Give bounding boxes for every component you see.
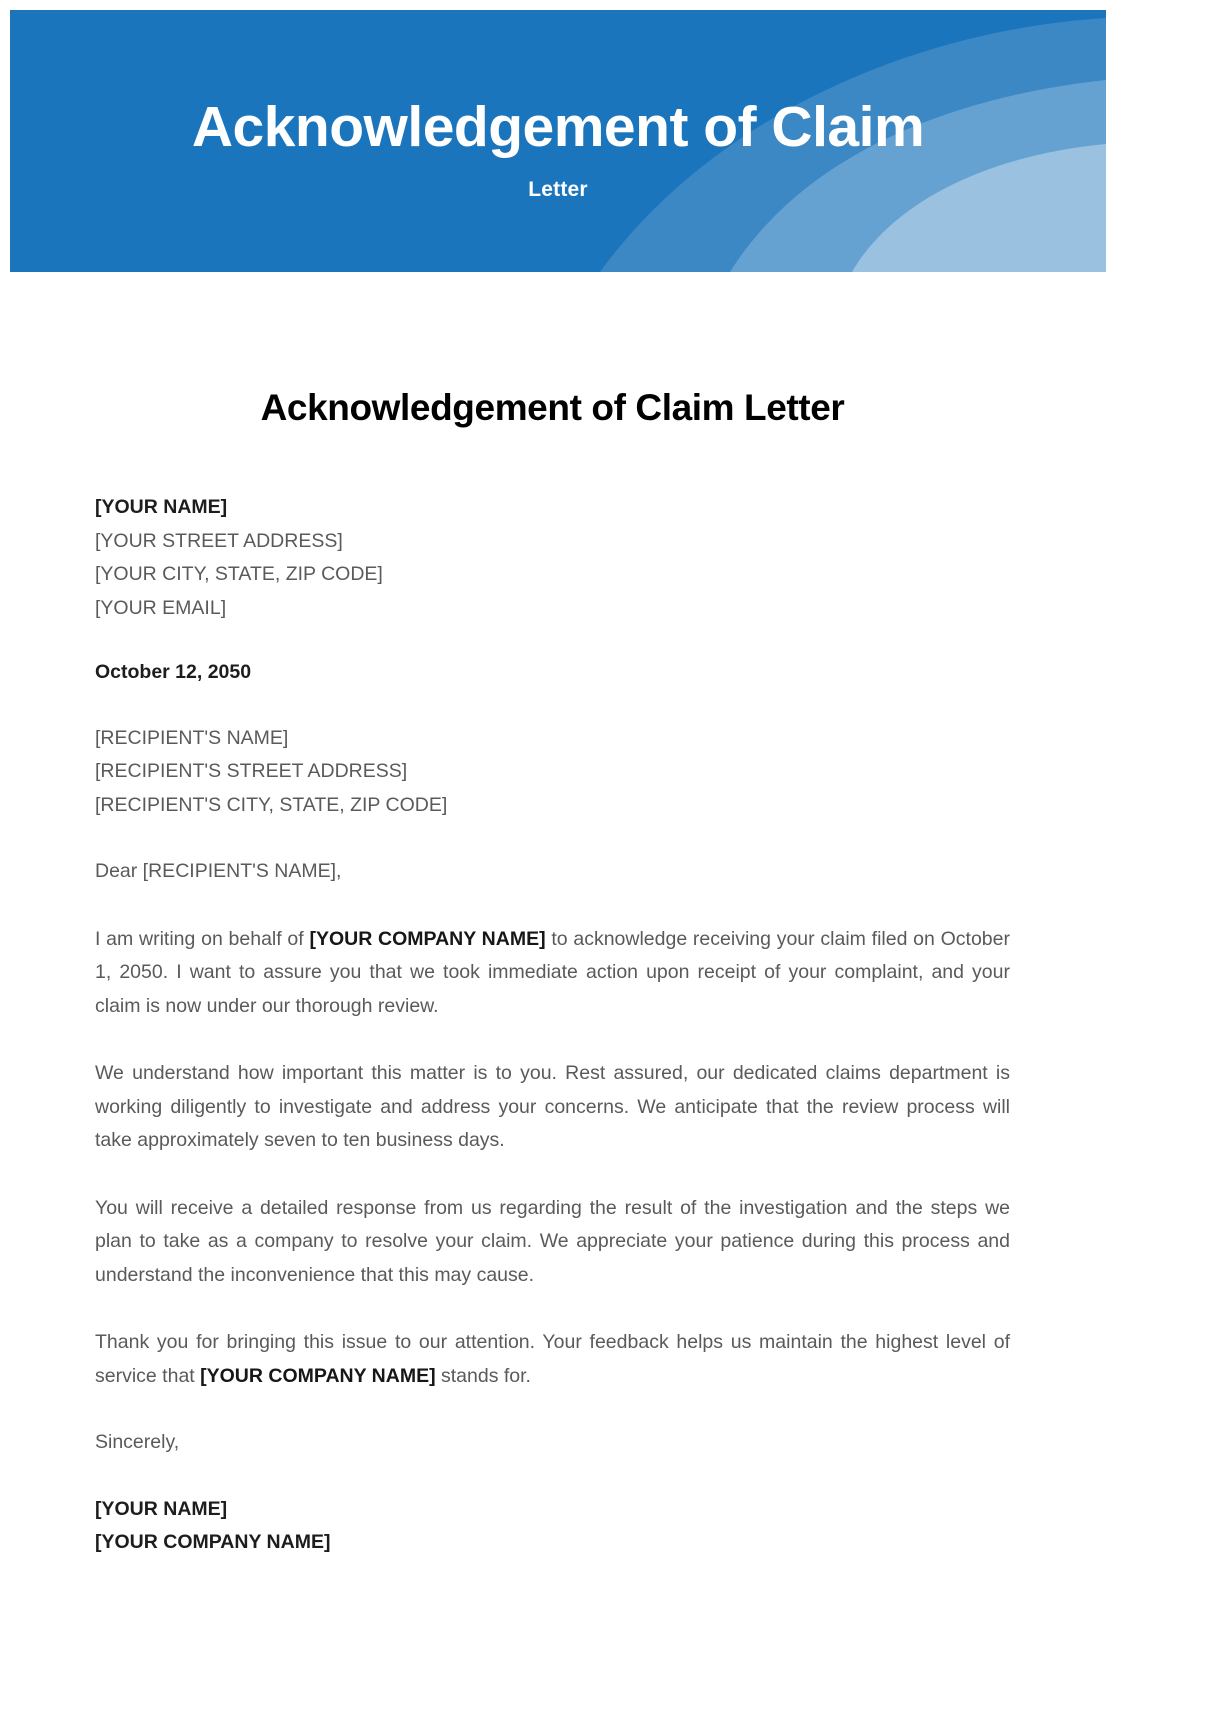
sender-street: [YOUR STREET ADDRESS] [95, 529, 343, 552]
date-block [95, 656, 1010, 690]
header-banner [10, 10, 1106, 272]
paragraph-4-text-before-company: Thank you for bringing this issue to our attention. Your feedback helps us maintain the highest level of service that [95, 1331, 1010, 1387]
body-paragraph-4 [95, 1326, 1010, 1393]
closing-block [95, 1426, 1010, 1460]
banner-title: Acknowledgement of Claim [191, 95, 925, 159]
body-paragraph-1 [95, 923, 1010, 1024]
letter-body [95, 300, 1010, 1560]
paragraph-1-text-before-company: I am writing on behalf of [95, 927, 310, 950]
recipient-name: [RECIPIENT'S NAME] [95, 726, 289, 749]
sender-email: [YOUR EMAIL] [95, 596, 227, 619]
closing-salutation: Sincerely, [95, 1431, 180, 1454]
body-paragraph-2: We understand how important this matter is to you. Rest assured, our dedicated claims department is working diligently to investigate and address your concerns. We anticipate that the review process will take approximately seven to ten business days. [95, 1062, 1010, 1152]
paragraph-4-company-placeholder: [YOUR COMPANY NAME] [200, 1364, 436, 1387]
salutation: Dear [RECIPIENT'S NAME], [95, 860, 342, 883]
document-title: Acknowledgement of Claim Letter [260, 387, 845, 428]
sender-name: [YOUR NAME] [95, 496, 228, 519]
signature-company: [YOUR COMPANY NAME] [95, 1531, 331, 1554]
sender-address-block [95, 491, 1010, 625]
salutation-block [95, 855, 1010, 889]
signature-name: [YOUR NAME] [95, 1497, 228, 1520]
recipient-city-state-zip: [RECIPIENT'S CITY, STATE, ZIP CODE] [95, 793, 448, 816]
signature-block [95, 1493, 1010, 1560]
paragraph-1-company-placeholder: [YOUR COMPANY NAME] [309, 927, 546, 950]
recipient-address-block [95, 722, 1010, 823]
letter-date: October 12, 2050 [95, 661, 252, 684]
paragraph-4-text-after-company: stands for. [435, 1364, 531, 1387]
banner-subtitle: Letter [528, 178, 588, 201]
sender-city-state-zip: [YOUR CITY, STATE, ZIP CODE] [95, 563, 383, 586]
body-paragraph-3: You will receive a detailed response from us regarding the result of the investigation and the steps we plan to take as a company to resolve your claim. We appreciate your patience during this process and understand the inconvenience that this may cause. [95, 1196, 1010, 1286]
recipient-street: [RECIPIENT'S STREET ADDRESS] [95, 760, 408, 783]
paragraph-1-text-after-company: to acknowledge receiving your claim filed on October 1, 2050. I want to assure you that we took immediate action upon receipt of your complaint, and your claim is now under our thorough review. [95, 927, 1010, 1017]
